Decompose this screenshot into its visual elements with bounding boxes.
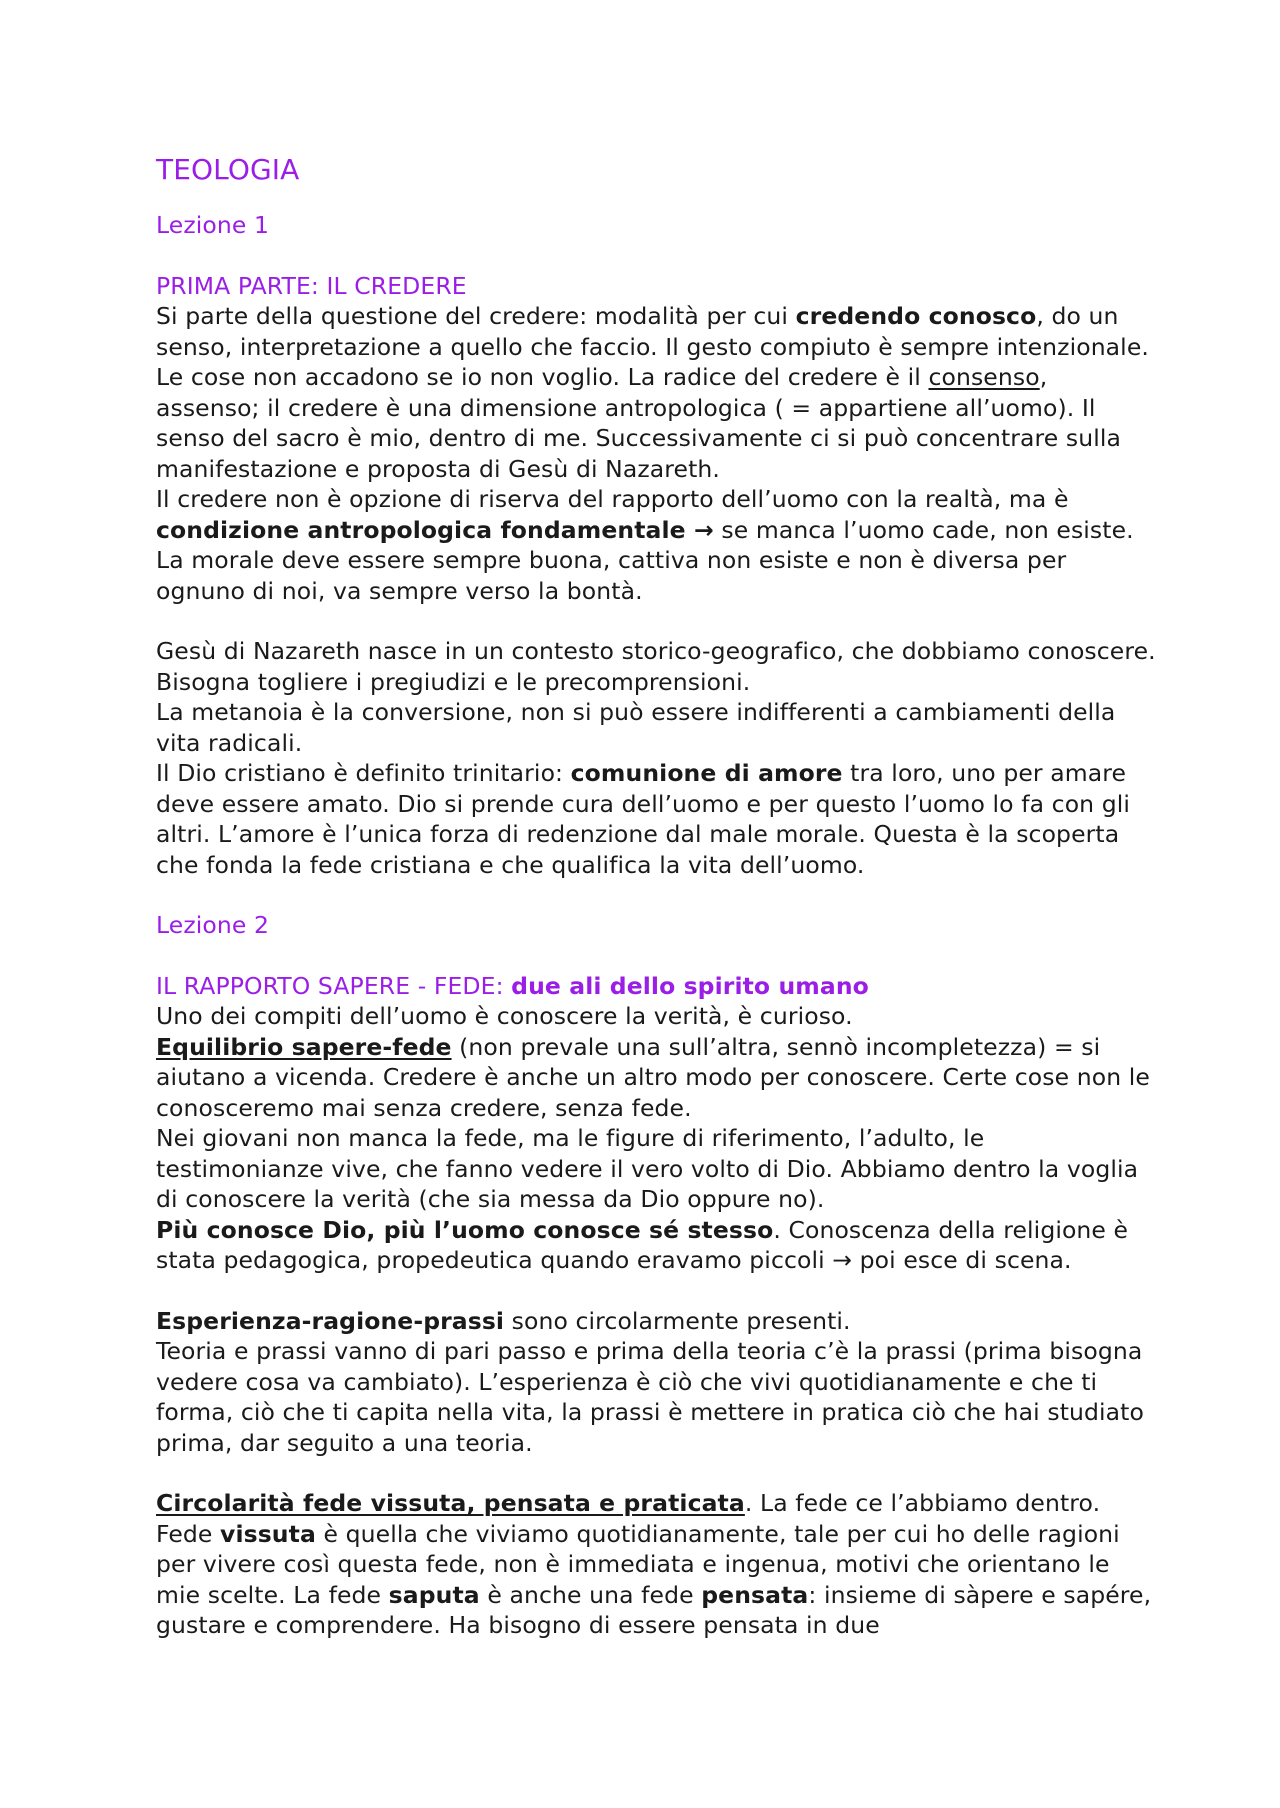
section-heading-credere: PRIMA PARTE: IL CREDERE bbox=[156, 271, 467, 300]
paragraph: Circolarità fede vissuta, pensata e praticata. La fede ce l’abbiamo dentro. bbox=[156, 1489, 1101, 1517]
paragraph: Teoria e prassi vanno di pari passo e prima della teoria c’è la prassi (prima bisogna vedere cosa va cambiato). L’esperienza è ciò che vivi quotidianamente e che ti forma, ciò che ti capita nella vita, la prassi è mettere in pratica ciò che hai studiato prima, dar seguito a una teoria. bbox=[156, 1337, 1144, 1457]
document-title: TEOLOGIA bbox=[156, 153, 300, 186]
lesson-2-label: Lezione 2 bbox=[156, 911, 270, 939]
section-heading-sapere-fede: IL RAPPORTO SAPERE - FEDE: due ali dello spirito umano bbox=[156, 971, 869, 1000]
paragraph: Il Dio cristiano è definito trinitario: comunione di amore tra loro, uno per amare deve essere amato. Dio si prende cura dell’uomo e per questo l’uomo lo fa con gli altri. L’amore è l’unica forza di redenzione dal male morale. Questa è la scoperta che fonda la fede cristiana e che qualifica la vita dell’uomo. bbox=[156, 759, 1131, 879]
paragraph: Fede vissuta è quella che viviamo quotidianamente, tale per cui ho delle ragioni per vivere così questa fede, non è immediata e ingenua, motivi che orientano le mie scelte. La fede saputa è anche una fede pensata: insieme di sàpere e sapére, gustare e comprendere. Ha bisogno di essere pensata in due bbox=[156, 1519, 1152, 1639]
paragraph: La morale deve essere sempre buona, cattiva non esiste e non è diversa per ognuno di noi, va sempre verso la bontà. bbox=[156, 546, 1067, 605]
paragraph: Il credere non è opzione di riserva del rapporto dell’uomo con la realtà, ma è condizione antropologica fondamentale → se manca l’uomo cade, non esiste. bbox=[156, 485, 1134, 544]
paragraph: Esperienza-ragione-prassi sono circolarmente presenti. bbox=[156, 1306, 851, 1335]
paragraph: Gesù di Nazareth nasce in un contesto storico-geografico, che dobbiamo conoscere. Bisogna togliere i pregiudizi e le precomprensioni. bbox=[156, 637, 1156, 696]
paragraph: La metanoia è la conversione, non si può essere indifferenti a cambiamenti della vita radicali. bbox=[156, 698, 1116, 757]
paragraph: Si parte della questione del credere: modalità per cui credendo conosco, do un senso, interpretazione a quello che faccio. Il gesto compiuto è sempre intenzionale. Le cose non accadono se io non voglio. La radice del credere è il consenso, assenso; il credere è una dimensione antropologica ( = appartiene all’uomo). Il senso del sacro è mio, dentro di me. Successivamente ci si può concentrare sulla manifestazione e proposta di Gesù di Nazareth. bbox=[156, 302, 1149, 483]
lesson-1-label: Lezione 1 bbox=[156, 211, 270, 239]
paragraph: Più conosce Dio, più l’uomo conosce sé stesso. Conoscenza della religione è stata pedagogica, propedeutica quando eravamo piccoli → poi esce di scena. bbox=[156, 1215, 1129, 1274]
document-page bbox=[156, 150, 1156, 1641]
paragraph: Equilibrio sapere-fede (non prevale una sull’altra, sennò incompletezza) = si aiutano a vicenda. Credere è anche un altro modo per conoscere. Certe cose non le conosceremo mai senza credere, senza fede. bbox=[156, 1032, 1150, 1122]
paragraph: Uno dei compiti dell’uomo è conoscere la verità, è curioso. bbox=[156, 1002, 853, 1030]
paragraph: Nei giovani non manca la fede, ma le figure di riferimento, l’adulto, le testimonianze vive, che fanno vedere il vero volto di Dio. Abbiamo dentro la voglia di conoscere la verità (che sia messa da Dio oppure no). bbox=[156, 1124, 1139, 1213]
